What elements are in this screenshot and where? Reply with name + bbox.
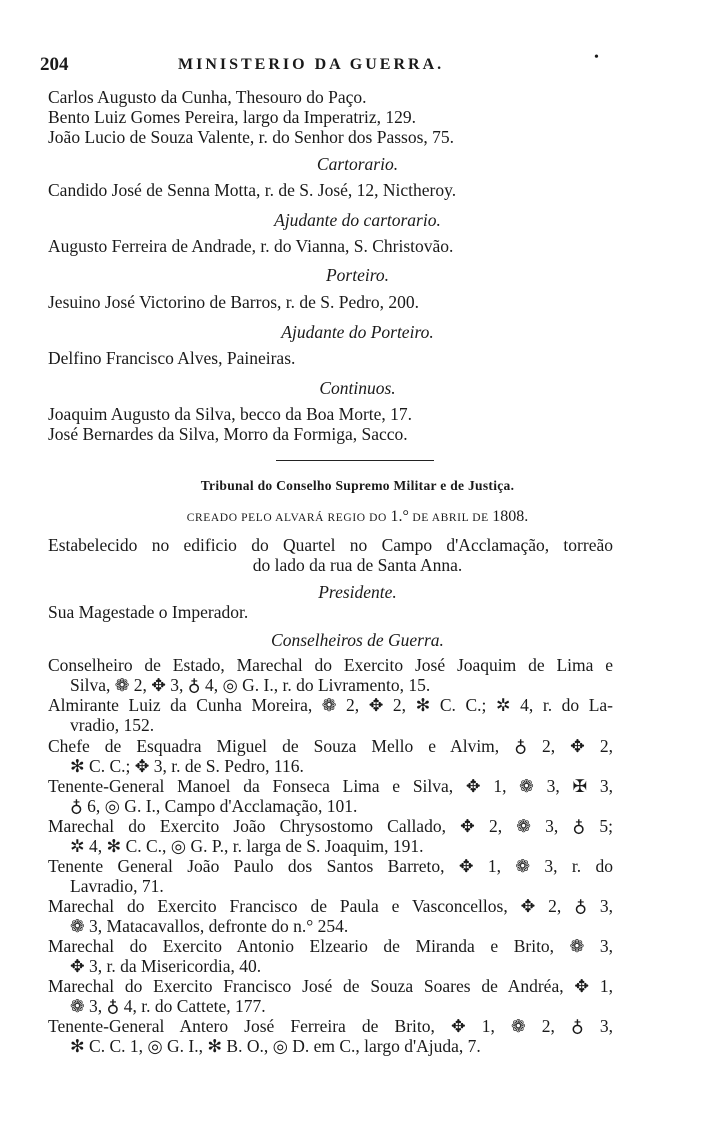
conselheiro-line: ❁ 3, ♁ 4, r. do Cattete, 177. bbox=[70, 996, 266, 1016]
conselheiro-line: ♁ 6, ◎ G. I., Campo d'Acclamação, 101. bbox=[70, 796, 358, 816]
entry-line: Carlos Augusto da Cunha, Thesouro do Paço. bbox=[48, 87, 367, 107]
section-heading-ajudante-cartorario: Ajudante do cartorario. bbox=[274, 210, 441, 230]
creado-mid: DE ABRIL DE bbox=[412, 512, 489, 524]
creado-year: 1808. bbox=[492, 508, 529, 525]
section-heading-conselheiros: Conselheiros de Guerra. bbox=[271, 630, 444, 650]
entry-line: José Bernardes da Silva, Morro da Formiga, Sacco. bbox=[48, 424, 408, 444]
conselheiro-line: Almirante Luiz da Cunha Moreira, ❁ 2, ✥ 2, ✻ C. C.; ✲ 4, r. do La- bbox=[48, 695, 613, 715]
conselheiro-line: Marechal do Exercito Antonio Elzeario de Miranda e Brito, ❁ 3, bbox=[48, 936, 613, 956]
conselheiro-line: Chefe de Esquadra Miguel de Souza Mello e Alvim, ♁ 2, ✥ 2, bbox=[48, 736, 613, 756]
printer-mark: • bbox=[594, 50, 599, 65]
section-heading-presidente: Presidente. bbox=[318, 582, 397, 602]
conselheiro-line: Tenente General João Paulo dos Santos Barreto, ✥ 1, ❁ 3, r. do bbox=[48, 856, 613, 876]
entry-line: Delfino Francisco Alves, Paineiras. bbox=[48, 348, 296, 368]
tribunal-title: Tribunal do Conselho Supremo Militar e de Justiça. bbox=[200, 478, 515, 493]
entry-line: Augusto Ferreira de Andrade, r. do Vianna, S. Christovão. bbox=[48, 236, 454, 256]
entry-line: Sua Magestade o Imperador. bbox=[48, 602, 249, 622]
conselheiro-line: Silva, ❁ 2, ✥ 3, ♁ 4, ◎ G. I., r. do Livramento, 15. bbox=[70, 675, 431, 695]
creado-prefix: CREADO PELO ALVARÁ REGIO DO bbox=[186, 512, 387, 524]
estabelecido-line: Estabelecido no edificio do Quartel no Campo d'Acclamação, torreão bbox=[48, 535, 613, 555]
running-title: MINISTERIO DA GUERRA. bbox=[178, 56, 445, 73]
entry-line: João Lucio de Souza Valente, r. do Senhor dos Passos, 75. bbox=[48, 127, 455, 147]
creado-day: 1.° bbox=[390, 508, 409, 525]
conselheiro-line: Lavradio, 71. bbox=[70, 876, 164, 896]
estabelecido-line: do lado da rua de Santa Anna. bbox=[252, 555, 463, 575]
section-divider bbox=[276, 460, 434, 461]
conselheiro-line: ✥ 3, r. da Misericordia, 40. bbox=[70, 956, 262, 976]
conselheiro-line: Marechal do Exercito João Chrysostomo Callado, ✥ 2, ❁ 3, ♁ 5; bbox=[48, 816, 613, 836]
entry-line: Joaquim Augusto da Silva, becco da Boa Morte, 17. bbox=[48, 404, 413, 424]
entry-line: Candido José de Senna Motta, r. de S. José, 12, Nictheroy. bbox=[48, 180, 457, 200]
entry-line: Bento Luiz Gomes Pereira, largo da Imperatriz, 129. bbox=[48, 107, 417, 127]
entry-line: Jesuino José Victorino de Barros, r. de S. Pedro, 200. bbox=[48, 292, 419, 312]
conselheiro-line: ❁ 3, Matacavallos, defronte do n.° 254. bbox=[70, 916, 349, 936]
conselheiro-line: Tenente-General Manoel da Fonseca Lima e Silva, ✥ 1, ❁ 3, ✠ 3, bbox=[48, 776, 613, 796]
section-heading-continuos: Continuos. bbox=[319, 378, 396, 398]
conselheiro-line: ✻ C. C.; ✥ 3, r. de S. Pedro, 116. bbox=[70, 756, 304, 776]
page-number: 204 bbox=[40, 54, 69, 75]
running-header bbox=[40, 50, 640, 80]
creado-line bbox=[0, 508, 715, 526]
conselheiro-line: Marechal do Exercito Francisco de Paula e Vasconcellos, ✥ 2, ♁ 3, bbox=[48, 896, 613, 916]
section-heading-ajudante-porteiro: Ajudante do Porteiro. bbox=[281, 322, 434, 342]
conselheiro-line: Tenente-General Antero José Ferreira de Brito, ✥ 1, ❁ 2, ♁ 3, bbox=[48, 1016, 613, 1036]
conselheiro-line: ✻ C. C. 1, ◎ G. I., ✻ B. O., ◎ D. em C., largo d'Ajuda, 7. bbox=[70, 1036, 481, 1056]
conselheiro-line: Marechal do Exercito Francisco José de Souza Soares de Andréa, ✥ 1, bbox=[48, 976, 613, 996]
conselheiro-line: vradio, 152. bbox=[70, 715, 155, 735]
conselheiro-line: ✲ 4, ✻ C. C., ◎ G. P., r. larga de S. Joaquim, 191. bbox=[70, 836, 424, 856]
conselheiro-line: Conselheiro de Estado, Marechal do Exercito José Joaquim de Lima e bbox=[48, 655, 613, 675]
section-heading-porteiro: Porteiro. bbox=[325, 265, 390, 285]
section-heading-cartorario: Cartorario. bbox=[316, 154, 399, 174]
